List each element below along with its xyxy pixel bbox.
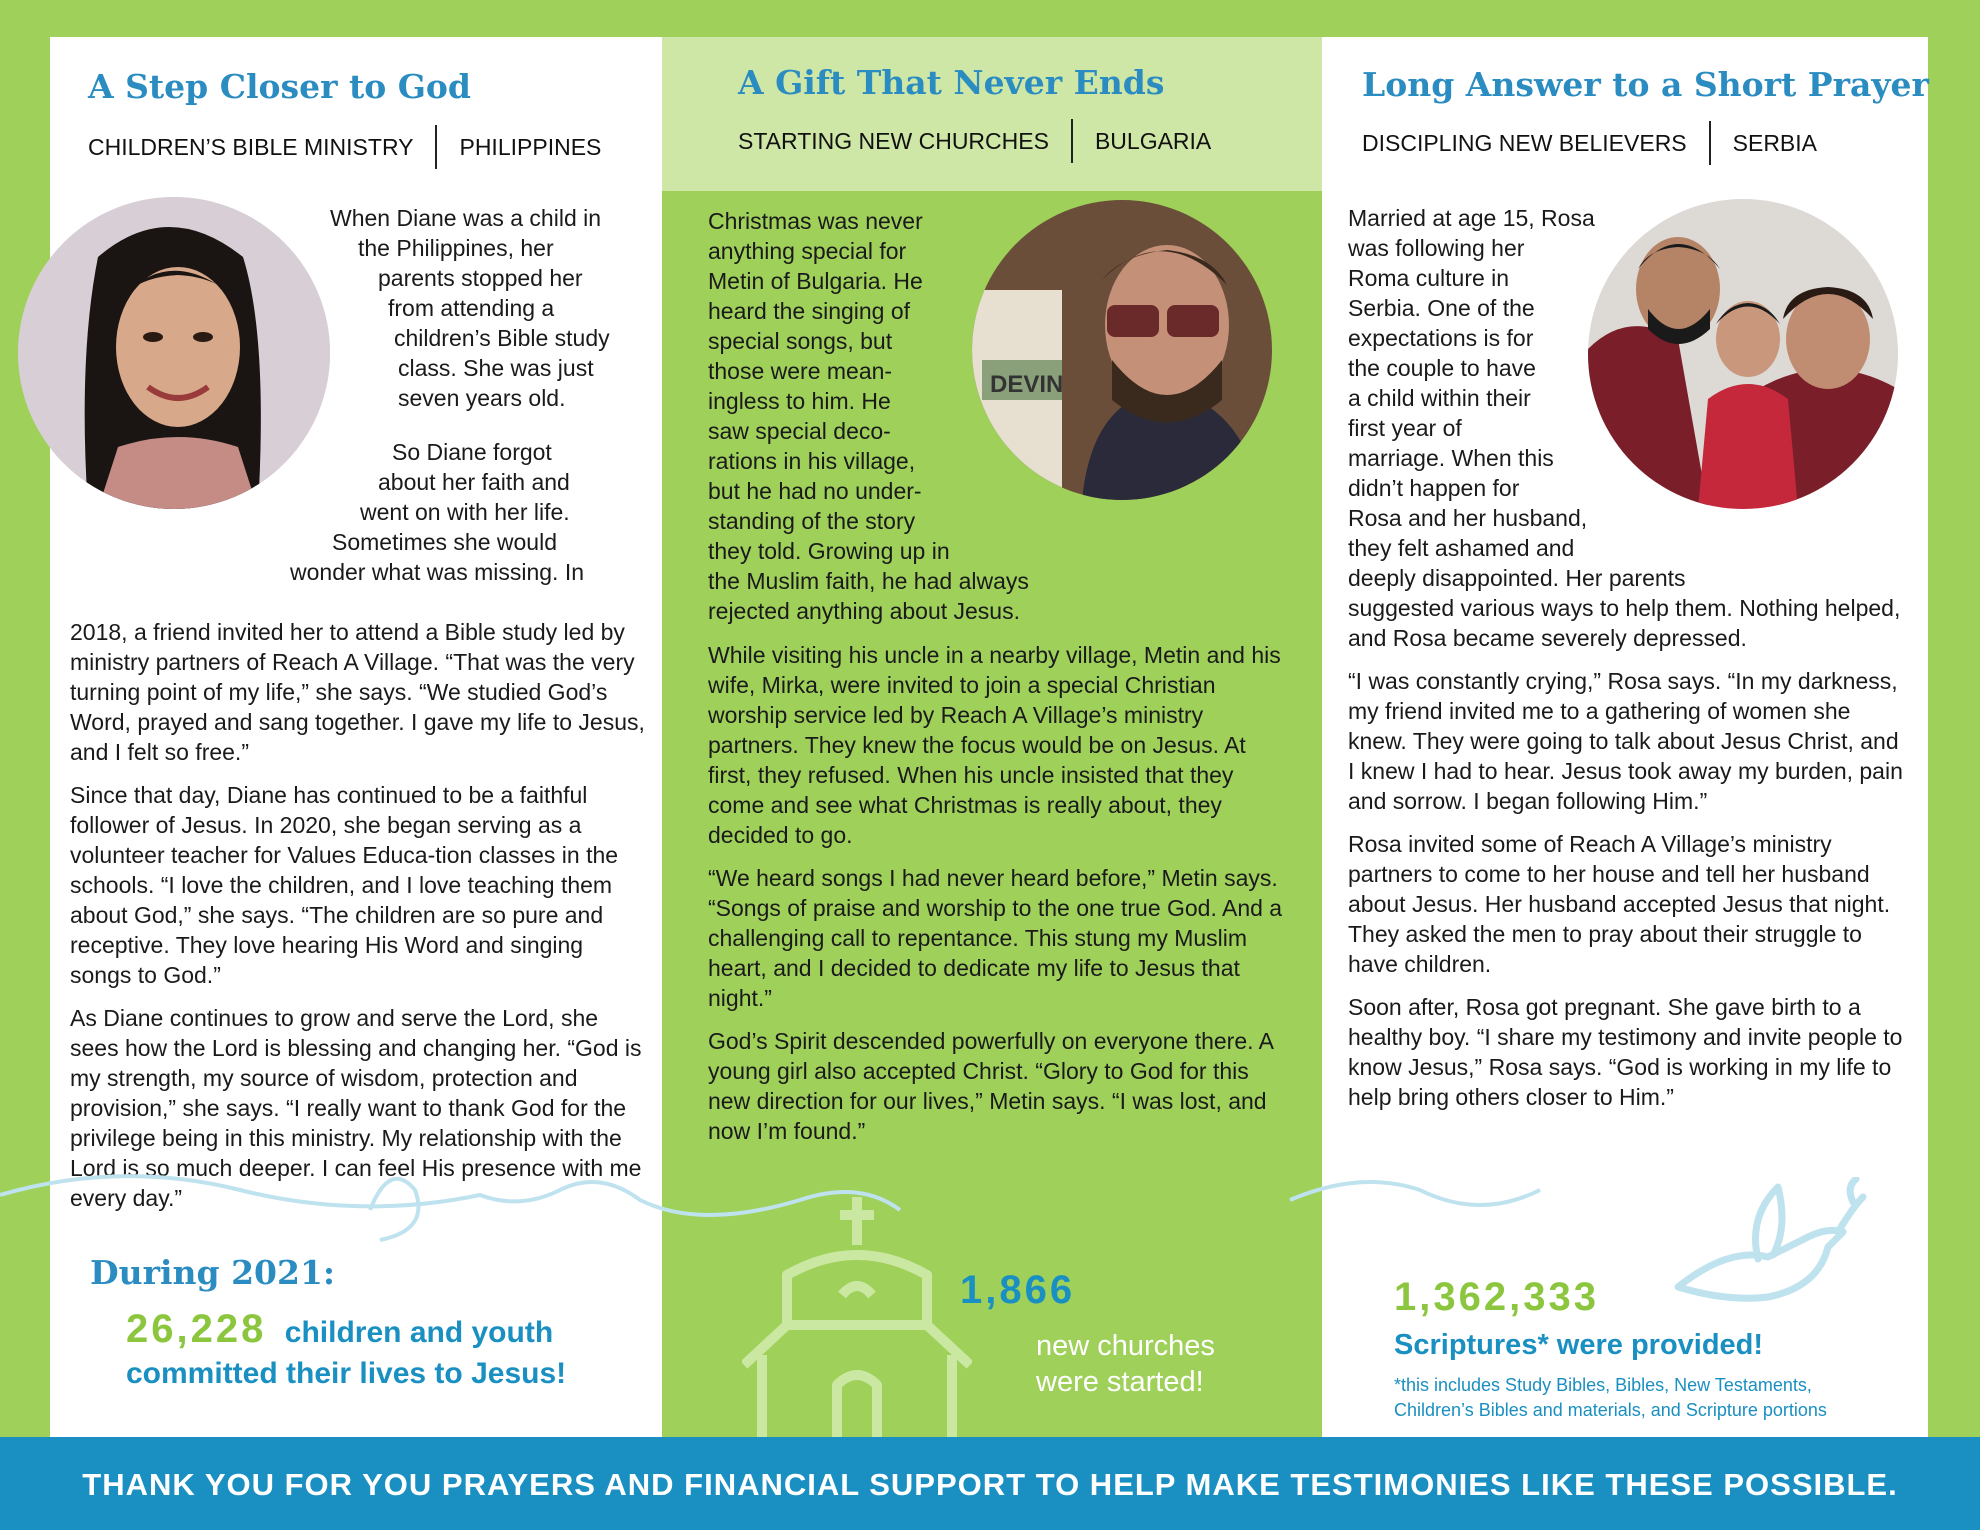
text-line: expectations is for [1348, 325, 1534, 351]
text-line: the Philippines, her [358, 235, 554, 261]
panel-header [662, 37, 1322, 191]
text-line: those were mean- [708, 358, 893, 384]
text-line: rejected anything about Jesus. [708, 598, 1020, 624]
footnote-line: Children’s Bibles and materials, and Scripture portions [1394, 1400, 1827, 1420]
text-line: saw special deco- [708, 418, 891, 444]
stat-number: 26,228 [126, 1307, 267, 1351]
text-line: standing of the story [708, 508, 916, 534]
story-paragraph: suggested various ways to help them. Nothing helped, and Rosa became severely depressed. [1348, 595, 1901, 651]
story-paragraph: Rosa invited some of Reach A Village’s ministry partners to come to her house and tell her husband about Jesus. Her husband accepted Jesus that night. They asked the men to pray about their struggle to have children. [1348, 831, 1891, 977]
text-line: they felt ashamed and [1348, 535, 1575, 561]
story-wrap-text [1348, 203, 1686, 593]
text-line: children’s Bible study [394, 325, 610, 351]
story-paragraph: While visiting his uncle in a nearby village, Metin and his wife, Mirka, were invited to join a special Christian worship service led by Reach A Village’s ministry partners. They knew the focus would be on Jesus. At first, they refused. When his uncle insisted that they come and see what Christmas is really about, they decided to go. [708, 642, 1281, 848]
footer-text: THANK YOU FOR YOU PRAYERS AND FINANCIAL SUPPORT TO HELP MAKE TESTIMONIES LIKE THESE POSSIBLE. [82, 1467, 1898, 1502]
stat-line [126, 1307, 553, 1352]
stat-text [1036, 1328, 1215, 1400]
text-line: about her faith and [378, 469, 570, 495]
story-body [70, 617, 650, 1226]
story-panel-philippines [50, 37, 662, 1437]
story-paragraph: Since that day, Diane has continued to be a faithful follower of Jesus. In 2020, she began serving as a volunteer teacher for Values Educa-tion classes in the schools. “I love the children, and I love teaching them about God,” she says. “The children are so pure and receptive. They love hearing His Word and singing songs to God.” [70, 782, 619, 988]
text-line: the couple to have [1348, 355, 1536, 381]
text-line: ingless to him. He [708, 388, 891, 414]
text-line: marriage. When this [1348, 445, 1554, 471]
panel-title: A Gift That Never Ends [738, 63, 1165, 102]
text-line: heard the singing of [708, 298, 911, 324]
text-line: was following her [1348, 235, 1525, 261]
text-line: special songs, but [708, 328, 893, 354]
text-line: wonder what was missing. In [290, 559, 585, 585]
stat-text-line: new churches [1036, 1330, 1215, 1362]
country-tag: BULGARIA [1094, 127, 1212, 154]
ministry-tag: CHILDREN’S BIBLE MINISTRY [88, 133, 414, 160]
panel-title: A Step Closer to God [88, 67, 471, 106]
footer-banner [0, 1437, 1980, 1530]
tag-divider [435, 125, 437, 169]
story-body [1348, 593, 1908, 1125]
panel-tags [88, 125, 601, 169]
footnote [1394, 1373, 1827, 1423]
text-line: deeply disappointed. Her parents [1348, 565, 1686, 591]
stat-text: children and youth [284, 1316, 554, 1349]
story-panel-bulgaria [662, 0, 1322, 1437]
church-icon [742, 1195, 972, 1437]
text-line: didn’t happen for [1348, 475, 1520, 501]
story-wrap-text-2 [290, 437, 670, 587]
story-paragraph: “I was constantly crying,” Rosa says. “In my darkness, my friend invited me to a gathering of women she knew. They were going to talk about Jesus Christ, and I knew I had to hear. Jesus took away my burden, pain and sorrow. I began following Him.” [1348, 668, 1903, 814]
story-paragraph: “We heard songs I had never heard before,” Metin says. “Songs of praise and worship to the one true God. And a challenging call to repentance. This stung my Muslim heart, and I decided to dedicate my life to Jesus that night.” [708, 865, 1283, 1011]
text-line: but he had no under- [708, 478, 922, 504]
text-line: Roma culture in [1348, 265, 1510, 291]
text-line: Metin of Bulgaria. He [708, 268, 923, 294]
story-paragraph: Soon after, Rosa got pregnant. She gave birth to a healthy boy. “I share my testimony and invite people to know Jesus,” Rosa says. “God is working in my life to help bring others closer to Him.” [1348, 994, 1903, 1110]
stat-heading: During 2021: [90, 1253, 336, 1292]
stat-number: 1,866 [960, 1268, 1076, 1312]
tag-divider [1709, 121, 1711, 165]
text-line: Rosa and her husband, [1348, 505, 1588, 531]
text-line: anything special for [708, 238, 907, 264]
text-line: the Muslim faith, he had always [708, 568, 1029, 594]
text-line: class. She was just [398, 355, 594, 381]
text-line: rations in his village, [708, 448, 916, 474]
text-line: they told. Growing up in [708, 538, 950, 564]
story-body [708, 640, 1288, 1159]
text-line: Serbia. One of the [1348, 295, 1535, 321]
text-line: When Diane was a child in [330, 205, 602, 231]
text-line: So Diane forgot [392, 439, 552, 465]
panel-tags [1362, 121, 1817, 165]
text-line: went on with her life. [360, 499, 570, 525]
text-line: a child within their [1348, 385, 1531, 411]
diane-photo [18, 197, 330, 509]
text-line: from attending a [388, 295, 555, 321]
story-paragraph: 2018, a friend invited her to attend a Bible study led by ministry partners of Reach A Village. “That was the very turning point of my life,” she says. “We studied God’s Word, prayed and sang together. I gave my life to Jesus, and I felt so free.” [70, 619, 645, 765]
panel-title: Long Answer to a Short Prayer [1362, 65, 1929, 104]
story-wrap-text [708, 206, 1268, 626]
text-line: first year of [1348, 415, 1462, 441]
text-line: Sometimes she would [332, 529, 557, 555]
text-line: parents stopped her [378, 265, 583, 291]
stat-text-line: were started! [1036, 1366, 1204, 1398]
tag-divider [1071, 119, 1073, 163]
stat-text: Scriptures* were provided! [1394, 1329, 1764, 1361]
text-line: Christmas was never [708, 208, 923, 234]
story-panel-serbia [1322, 37, 1928, 1437]
footnote-line: *this includes Study Bibles, Bibles, New Testaments, [1394, 1375, 1812, 1395]
text-line: Married at age 15, Rosa [1348, 205, 1595, 231]
country-tag: PHILIPPINES [459, 133, 602, 160]
story-paragraph: As Diane continues to grow and serve the Lord, she sees how the Lord is blessing and changing her. “God is my strength, my source of wisdom, protection and provision,” she says. “I really want to thank God for the privilege being in this ministry. My relationship with the Lord is so much deeper. I can feel His presence with me every day.” [70, 1005, 642, 1211]
portrait-illustration [18, 197, 330, 509]
story-paragraph: God’s Spirit descended powerfully on everyone there. A young girl also accepted Christ. “Glory to God for this new direction for our lives,” Metin says. “I was lost, and now I’m found.” [708, 1028, 1273, 1144]
country-tag: SERBIA [1732, 129, 1818, 156]
text-line: seven years old. [398, 385, 566, 411]
stat-text-2: committed their lives to Jesus! [126, 1357, 567, 1390]
ministry-tag: DISCIPLING NEW BELIEVERS [1362, 129, 1687, 156]
story-wrap-text [330, 203, 660, 413]
stat-number: 1,362,333 [1394, 1275, 1599, 1319]
panel-header [50, 37, 662, 191]
ministry-tag: STARTING NEW CHURCHES [738, 127, 1049, 154]
panel-tags [738, 119, 1211, 163]
dove-icon [1668, 1177, 1868, 1327]
panel-header [1322, 37, 1928, 191]
photo-sign-text: DEVIN [990, 371, 1064, 398]
